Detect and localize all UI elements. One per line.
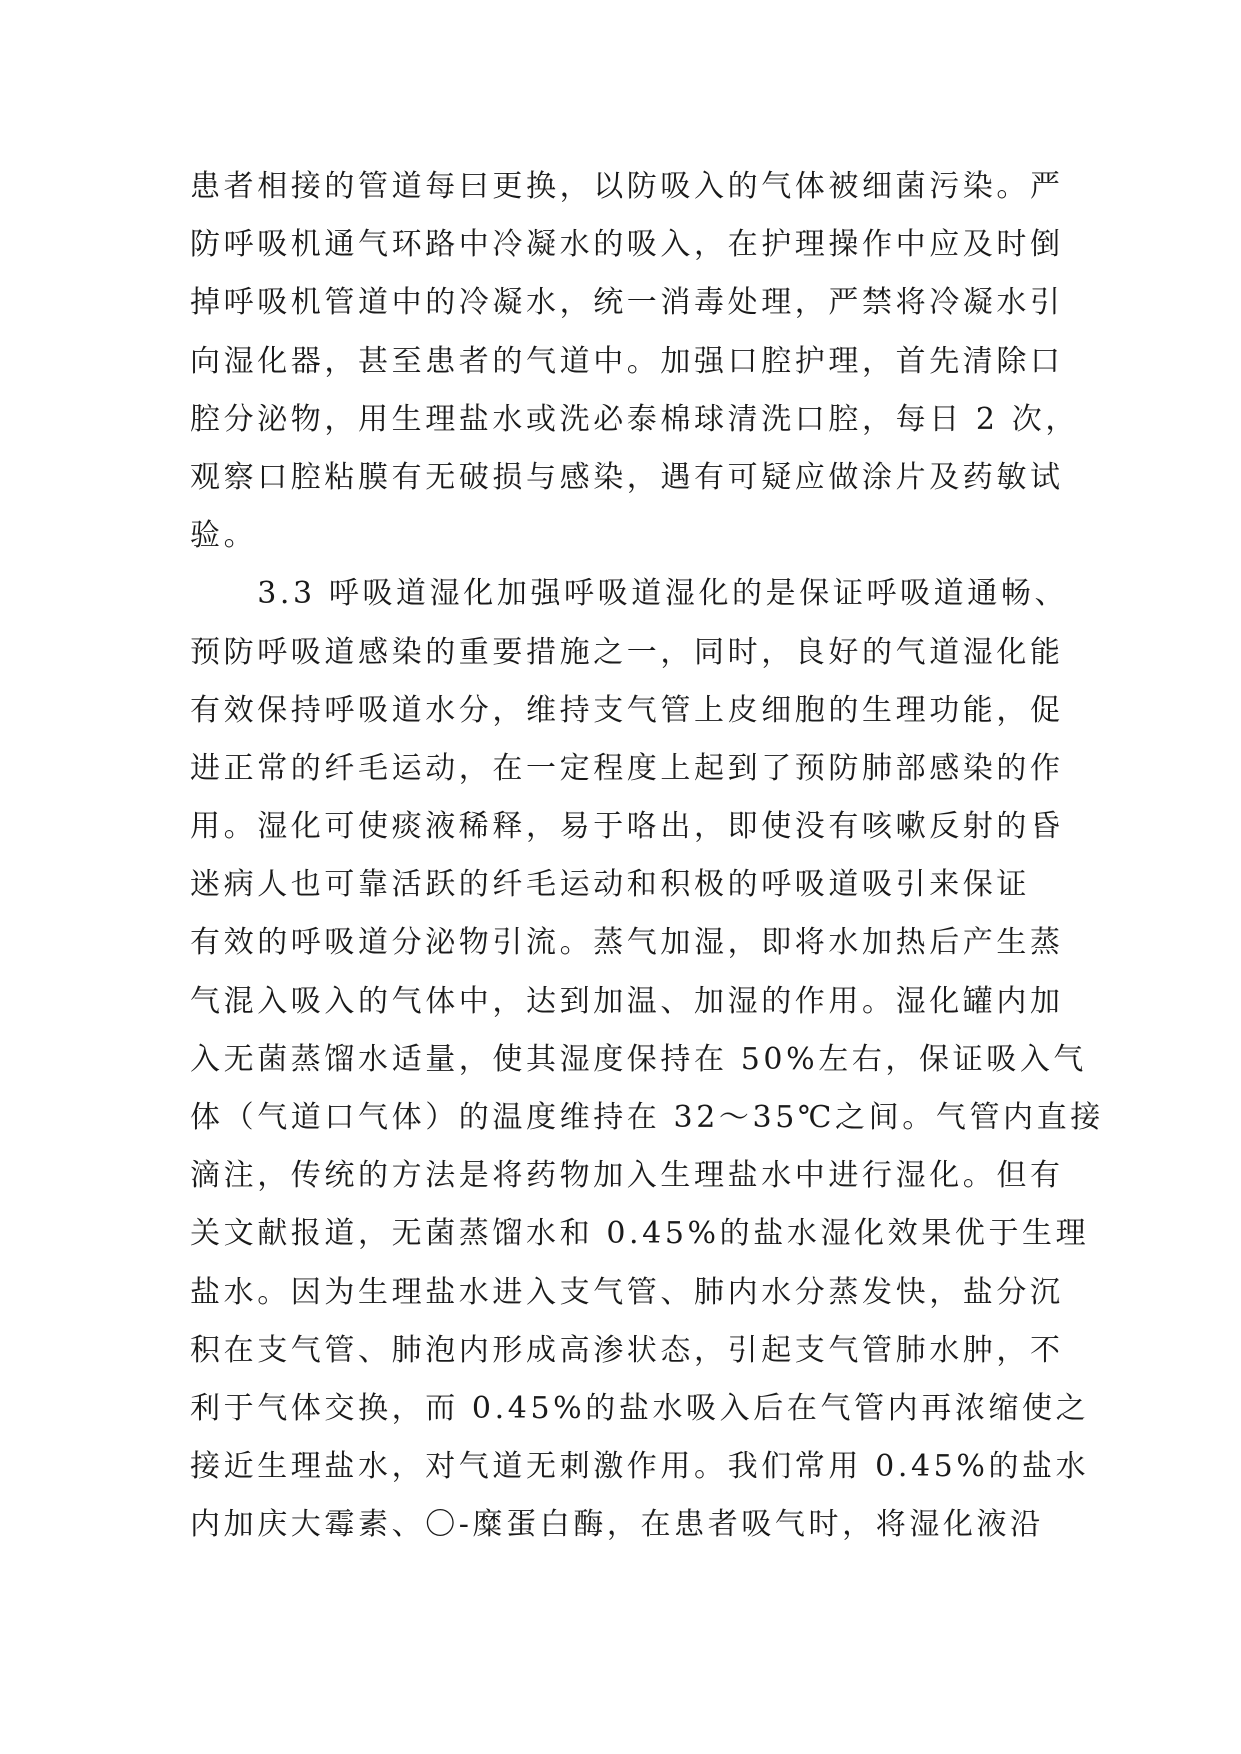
text-line: 接近生理盐水，对气道无刺激作用。我们常用 0.45%的盐水: [190, 1449, 1090, 1485]
text-line: 验。: [190, 518, 258, 554]
text-line: 用。湿化可使痰液稀释，易于咯出，即使没有咳嗽反射的昏: [190, 809, 1064, 845]
text-line: 观察口腔粘膜有无破损与感染，遇有可疑应做涂片及药敏试: [190, 459, 1064, 495]
text-line: 患者相接的管道每曰更换，以防吸入的气体被细菌污染。严: [190, 169, 1064, 204]
text-line: 盐水。因为生理盐水进入支气管、肺内水分蒸发快，盐分沉: [190, 1274, 1064, 1310]
body-text: [190, 158, 1104, 1555]
text-line: 腔分泌物，用生理盐水或洗必泰棉球清洗口腔，每日 2 次，: [190, 401, 1079, 437]
section-heading-line: 3.3 呼吸道湿化加强呼吸道湿化的是保证呼吸道通畅、: [190, 576, 1069, 612]
text-line: 掉呼吸机管道中的冷凝水，统一消毒处理，严禁将冷凝水引: [190, 285, 1064, 321]
text-line: 积在支气管、肺泡内形成高渗状态，引起支气管肺水肿，不: [190, 1332, 1064, 1368]
text-line: 气混入吸入的气体中，达到加温、加湿的作用。湿化罐内加: [190, 983, 1064, 1019]
text-line: 向湿化器，甚至患者的气道中。加强口腔护理，首先清除口: [190, 343, 1064, 379]
text-line: 体（气道口气体）的温度维持在 32～35℃之间。气管内直接: [190, 1100, 1104, 1135]
text-line: 迷病人也可靠活跃的纤毛运动和积极的呼吸道吸引来保证: [190, 867, 1030, 903]
text-line: 入无菌蒸馏水适量，使其湿度保持在 50%左右，保证吸入气: [190, 1041, 1088, 1077]
text-line: 利于气体交换，而 0.45%的盐水吸入后在气管内再浓缩使之: [190, 1390, 1090, 1426]
text-line: 有效保持呼吸道水分，维持支气管上皮细胞的生理功能，促: [190, 692, 1064, 728]
text-line: 有效的呼吸道分泌物引流。蒸气加湿，即将水加热后产生蒸: [190, 925, 1064, 961]
text-line: 防呼吸机通气环路中冷凝水的吸入，在护理操作中应及时倒: [190, 227, 1064, 263]
text-line: 滴注，传统的方法是将药物加入生理盐水中进行湿化。但有: [190, 1158, 1064, 1194]
text-line: 预防呼吸道感染的重要措施之一，同时，良好的气道湿化能: [190, 634, 1064, 670]
text-line: 关文献报道，无菌蒸馏水和 0.45%的盐水湿化效果优于生理: [190, 1216, 1090, 1252]
text-line: 进正常的纤毛运动，在一定程度上起到了预防肺部感染的作: [190, 750, 1064, 786]
text-line: 内加庆大霉素、〇-糜蛋白酶，在患者吸气时，将湿化液沿: [190, 1507, 1044, 1543]
